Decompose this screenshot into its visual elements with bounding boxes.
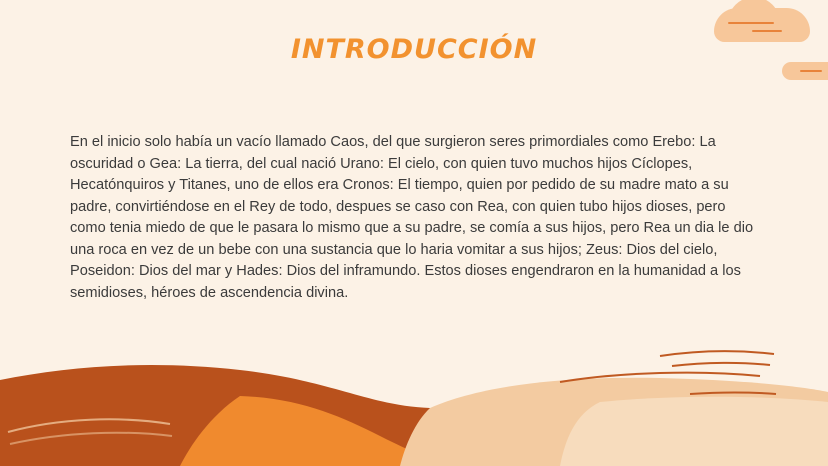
slide-title: INTRODUCCIÓN	[290, 34, 538, 65]
cloud-line-icon	[728, 22, 774, 24]
slide-body-text: En el inicio solo había un vacío llamado Caos, del que surgieron seres primordiales como Erebo: La oscuridad o Gea: La tierra, del cual nació Urano: El cielo, con quien tuvo muchos hijos Cíclopes, Hecatónquiros y Titanes, uno de ellos era Cronos: El tiempo, quien por pedido de su madre mato a su padre, convirtiéndose en el Rey de todo, despues se caso con Rea, con quien tubo hijos dioses, pero como tenia miedo de que le pasara lo mismo que a su padre, se comía a sus hijos, pero Rea un dia le dio una roca en vez de un bebe con una sustancia que lo haria vomitar a sus hijos; Zeus: Dios del cielo, Poseidon: Dios del mar y Hades: Dios del inframundo. Estos dioses engendraron en la humanidad a los semidioses, héroes de ascendencia divina.	[70, 134, 754, 301]
cloud-small-line-icon	[800, 70, 822, 72]
cloud-line-icon	[752, 30, 782, 32]
landscape-illustration	[0, 336, 828, 466]
